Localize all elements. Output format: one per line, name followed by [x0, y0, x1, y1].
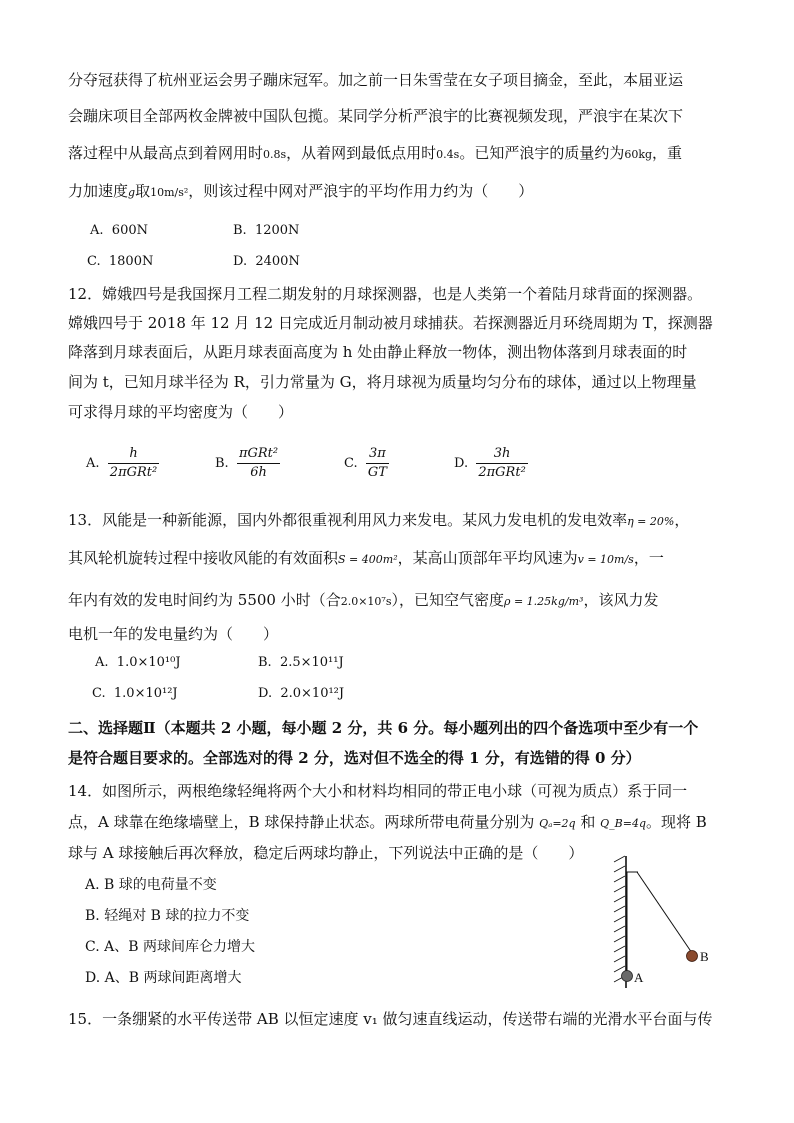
q14-option-b[interactable]: B. 轻绳对 B 球的拉力不变 — [85, 908, 250, 924]
ball-b — [687, 951, 698, 962]
q13-density: ρ = 1.25kg/m³ — [504, 595, 584, 608]
q13-option-a[interactable]: A. 1.0×10¹⁰J — [95, 655, 181, 670]
q12-option-b[interactable]: B. $\frac{\text{πGRt²}}{6h}$ — [215, 446, 279, 480]
q14-option-c[interactable]: C. A、B 两球间库仑力增大 — [85, 939, 255, 955]
label-a: A — [634, 970, 644, 985]
q13-area: S = 400m² — [338, 553, 398, 566]
insulating-wall — [614, 856, 626, 988]
q11-option-a[interactable]: A. 600N — [90, 223, 148, 238]
q12-line-5: 可求得月球的平均密度为（ ） — [68, 403, 294, 421]
q14-line-3: 球与 A 球接触后再次释放，稳定后两球均静止，下列说法中正确的是（ ） — [68, 844, 584, 862]
q12-option-a-fraction: $\frac{h}{\text{2πGRt²}}$ — [109, 446, 158, 480]
q15-line-1: 15．一条绷紧的水平传送带 AB 以恒定速度 v₁ 做匀速直线运动，传送带右端的光滑水平台面与传 — [68, 1010, 713, 1028]
q11-option-d[interactable]: D. 2400N — [233, 254, 300, 269]
q11-mass: 60kg — [624, 148, 653, 161]
q12-line-3: 降落到月球表面后，从距月球表面高度为 h 处由静止释放一物体，测出物体落到月球表面的时 — [68, 343, 688, 361]
q12-option-a[interactable]: A. $\frac{h}{\text{2πGRt²}}$ — [86, 446, 158, 480]
q11-option-c[interactable]: C. 1800N — [87, 254, 154, 269]
q11-line-3: 落过程中从最高点到着网用时0.8s，从着网到最低点用时0.4s。已知严浪宇的质量约为60kg，重 — [68, 144, 683, 162]
q14-option-d[interactable]: D. A、B 两球间距离增大 — [85, 970, 242, 986]
q11-line-4: 力加速度g取10m/s²，则该过程中网对严浪宇的平均作用力约为（ ） — [68, 182, 534, 200]
q14-charge-a: Qₐ=2q — [539, 817, 576, 830]
q11-gravity: 10m/s² — [150, 186, 189, 199]
q11-option-b[interactable]: B. 1200N — [233, 223, 300, 238]
rope-to-ball-b — [637, 872, 692, 953]
q13-line-1: 13．风能是一种新能源，国内外都很重视利用风力来发电。某风力发电机的发电效率η = 20%， — [68, 511, 690, 529]
q13-efficiency: η = 20% — [627, 515, 675, 528]
section-2-header-line-2: 是符合题目要求的。全部选对的得 2 分，选对但不选全的得 1 分，有选错的得 0 分） — [68, 749, 641, 767]
section-2-header-line-1: 二、选择题Ⅱ（本题共 2 小题，每小题 2 分，共 6 分。每小题列出的四个备选项中至少有一个 — [68, 719, 699, 737]
q14-line-2: 点，A 球靠在绝缘墙壁上，B 球保持静止状态。两球所带电荷量分别为 Qₐ=2q 和 Q_B=4q。现将 B — [68, 813, 707, 831]
q13-wind-speed: v = 10m/s — [577, 553, 634, 566]
q13-option-c[interactable]: C. 1.0×10¹²J — [92, 686, 178, 701]
q12-option-d[interactable]: D. $\frac{3h}{\text{2πGRt²}}$ — [454, 446, 526, 480]
q13-time: 2.0×10⁷s — [340, 595, 392, 608]
q13-option-b[interactable]: B. 2.5×10¹¹J — [258, 655, 344, 670]
q14-line-1: 14．如图所示，两根绝缘轻绳将两个大小和材料均相同的带正电小球（可视为质点）系于同一 — [68, 782, 688, 800]
q12-line-4: 间为 t，已知月球半径为 R，引力常量为 G，将月球视为质量均匀分布的球体，通过以上物理量 — [68, 373, 697, 391]
q11-time-2: 0.4s — [436, 148, 460, 161]
label-b: B — [700, 949, 709, 964]
q13-line-4: 电机一年的发电量约为（ ） — [68, 625, 279, 643]
q12-option-b-fraction: $\frac{\text{πGRt²}}{6h}$ — [238, 446, 279, 480]
q12-option-d-fraction: $\frac{3h}{\text{2πGRt²}}$ — [478, 446, 526, 480]
q12-option-c-fraction: $\frac{3\pi}{GT}$ — [367, 446, 387, 480]
q13-line-2: 其风轮机旋转过程中接收风能的有效面积S = 400m²，某高山顶部年平均风速为v = 10m/s，一 — [68, 549, 664, 567]
q13-option-d[interactable]: D. 2.0×10¹²J — [258, 686, 345, 701]
q13-line-3: 年内有效的发电时间约为 5500 小时（合2.0×10⁷s），已知空气密度ρ = 1.25kg/m³，该风力发 — [68, 591, 659, 609]
q11-time-1: 0.8s — [263, 148, 287, 161]
q14-option-a[interactable]: A. B 球的电荷量不变 — [85, 877, 217, 893]
q11-line-1: 分夺冠获得了杭州亚运会男子蹦床冠军。加之前一日朱雪莹在女子项目摘金，至此，本届亚运 — [68, 71, 684, 89]
q12-line-1: 12．嫦娥四号是我国探月工程二期发射的月球探测器，也是人类第一个着陆月球背面的探测器。 — [68, 285, 703, 303]
q12-line-2: 嫦娥四号于 2018 年 12 月 12 日完成近月制动被月球捕获。若探测器近月环绕周期为 T，探测器 — [68, 314, 713, 332]
q12-option-c[interactable]: C. $\frac{3\pi}{GT}$ — [344, 446, 387, 480]
ball-a — [622, 971, 633, 982]
q14-figure — [600, 852, 730, 992]
q11-line-2: 会蹦床项目全部两枚金牌被中国队包揽。某同学分析严浪宇的比赛视频发现，严浪宇在某次下 — [68, 107, 684, 125]
q14-charge-b: Q_B=4q — [600, 817, 646, 830]
